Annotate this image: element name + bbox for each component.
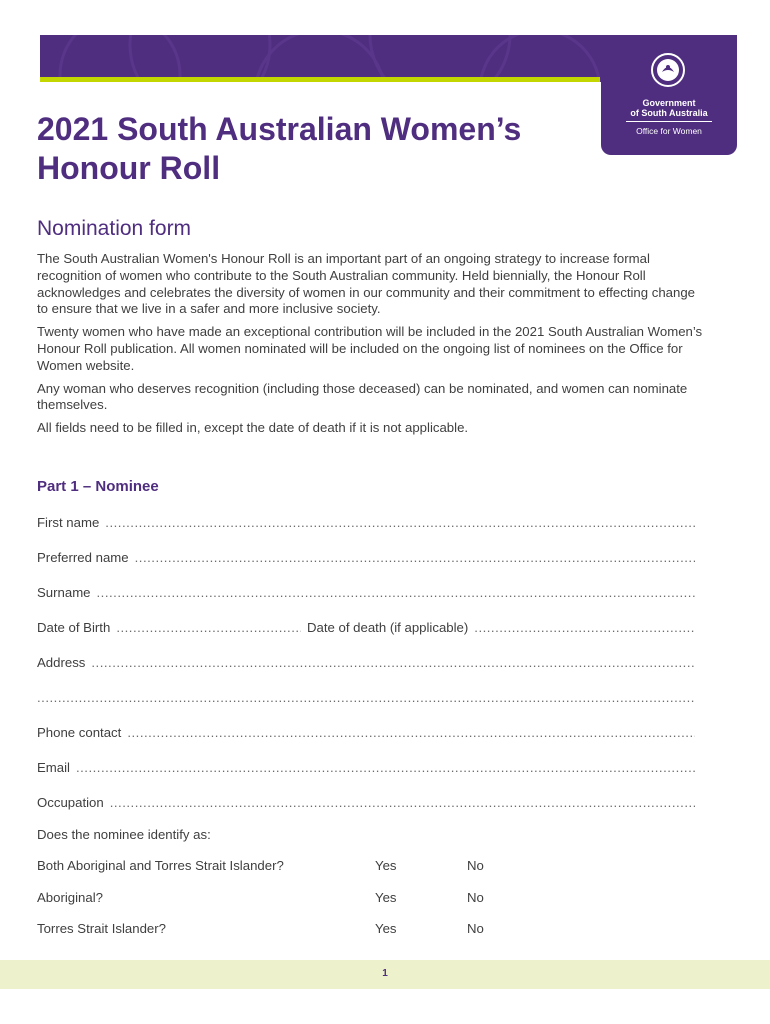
phone-label: Phone contact (37, 725, 122, 740)
gov-name-line1: Government (642, 98, 696, 108)
email-label: Email (37, 760, 70, 775)
address-line2-field[interactable] (37, 690, 695, 708)
occupation-label: Occupation (37, 795, 104, 810)
intro-paragraph: Any woman who deserves recognition (including those deceased) can be nominated, and women can nominate themselves. (37, 380, 688, 413)
address-label: Address (37, 655, 86, 670)
page-footer (0, 960, 770, 989)
identity-question-torres-strait: Torres Strait Islander? (37, 921, 166, 936)
banner-accent-line (40, 77, 600, 82)
surname-label: Surname (37, 585, 91, 600)
identity-both-no-option[interactable]: No (467, 858, 484, 873)
identify-question: Does the nominee identify as: (37, 827, 211, 842)
identity-torres-strait-yes-option[interactable]: Yes (375, 921, 397, 936)
identity-question-both: Both Aboriginal and Torres Strait Islander? (37, 858, 284, 873)
form-subtitle: Nomination form (37, 217, 192, 240)
page-number: 1 (382, 968, 388, 979)
address-line2-input-line[interactable] (37, 690, 695, 705)
date-of-death-input-line[interactable] (474, 620, 695, 635)
surname-field[interactable] (37, 585, 695, 603)
intro-paragraph: Twenty women who have made an exceptional contribution will be included in the 2021 South Australian Women’s Honour Roll publication. All women nominated will be included on the ongoing list of nominees on the Office for Women website. (37, 324, 703, 373)
identity-aboriginal-no-option[interactable]: No (467, 890, 484, 905)
first-name-label: First name (37, 515, 100, 530)
office-name: Office for Women (636, 126, 702, 136)
intro-paragraph: The South Australian Women's Honour Roll is an important part of an ongoing strategy to increase formal recognition of women who contribute to the South Australian community. Held biennially, the Honour Roll acknowledges and celebrates the diversity of women in our community and their commitment to effecting change to ensure that we live in a safer and more inclusive society. (37, 251, 696, 317)
document-title: 2021 South Australian Women’s Honour Roll (37, 111, 522, 186)
email-input-line[interactable] (76, 760, 695, 775)
date-of-death-label: Date of death (if applicable) (307, 620, 469, 635)
government-logo (601, 35, 737, 155)
preferred-name-label: Preferred name (37, 550, 129, 565)
identity-torres-strait-no-option[interactable]: No (467, 921, 484, 936)
phone-field[interactable] (37, 725, 695, 743)
date-of-birth-label: Date of Birth (37, 620, 111, 635)
first-name-input-line[interactable] (105, 515, 695, 530)
sa-government-crest-icon (650, 52, 686, 88)
occupation-input-line[interactable] (110, 795, 695, 810)
surname-input-line[interactable] (97, 585, 695, 600)
date-of-birth-input-line[interactable] (116, 620, 301, 635)
intro-text (37, 251, 707, 443)
email-field[interactable] (37, 760, 695, 778)
address-input-line[interactable] (91, 655, 695, 670)
date-of-death-field[interactable] (307, 620, 695, 638)
preferred-name-input-line[interactable] (135, 550, 695, 565)
phone-input-line[interactable] (127, 725, 695, 740)
gov-name-line2: of South Australia (630, 108, 708, 118)
logo-divider (626, 121, 712, 122)
date-of-birth-field[interactable] (37, 620, 301, 638)
preferred-name-field[interactable] (37, 550, 695, 568)
identity-aboriginal-yes-option[interactable]: Yes (375, 890, 397, 905)
identity-question-aboriginal: Aboriginal? (37, 890, 103, 905)
identity-both-yes-option[interactable]: Yes (375, 858, 397, 873)
part1-heading: Part 1 – Nominee (37, 478, 159, 495)
occupation-field[interactable] (37, 795, 695, 813)
first-name-field[interactable] (37, 515, 695, 533)
intro-paragraph: All fields need to be filled in, except the date of death if it is not applicable. (37, 420, 469, 436)
address-field[interactable] (37, 655, 695, 673)
